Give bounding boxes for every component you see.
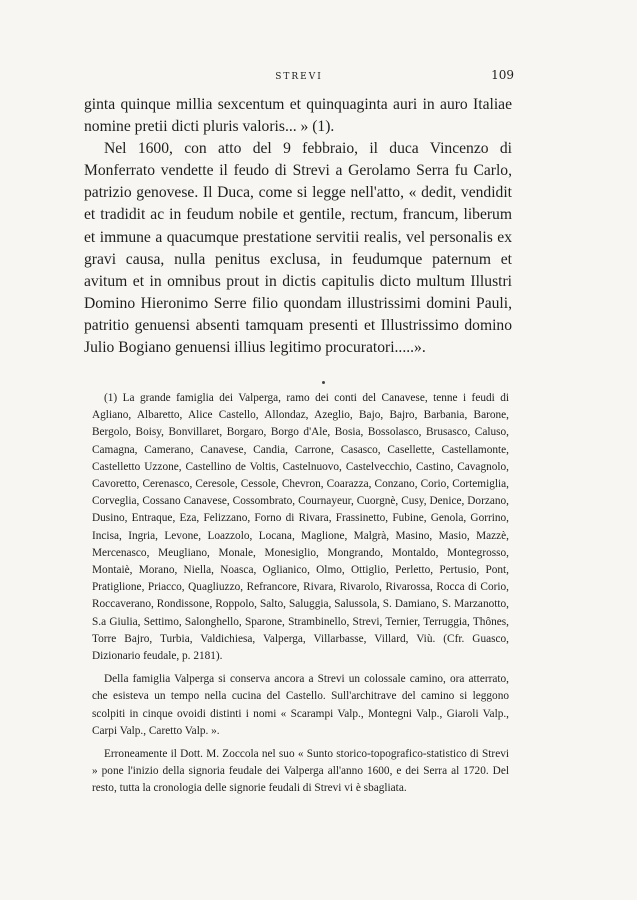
footnote-paragraph: Della famiglia Valperga si conserva ancora a Strevi un colossale camino, ora atterrato, che esisteva un tempo nella cucina del Castello. Sull'architrave del camino si leggono scolpiti in cinque ovoidi distinti i nomi « Scarampi Valp., Montegni Valp., Giaroli Valp., Carpi Valp., Caretto Valp. ».: [92, 673, 509, 737]
body-paragraph: ginta quinque millia sexcentum et quinquaginta auri in auro Italiae nomine pretii dicti pluris valoris... » (1).: [84, 96, 512, 136]
footnote-separator-dot: [322, 381, 325, 384]
footnote-paragraph: Erroneamente il Dott. M. Zoccola nel suo « Sunto storico-topografico-statistico di Strevi » pone l'inizio della signoria feudale dei Valperga all'anno 1600, e dei Serra al 1720. Del resto, tutta la cronologia delle signorie feudali di Strevi vi è sbagliata.: [92, 748, 509, 795]
footnote: (1) La grande famiglia dei Valperga, ramo dei conti del Canavese, tenne i feudi di Agliano, Albaretto, Alice Castello, Allondaz, Azeglio, Bajo, Bajro, Barbania, Barone, Bergolo, Boisy, Bonvillaret, Borgaro, Borgo d'Ale, Bosia, Bossolasco, Brusasco, Caluso, Camagna, Camerano, Canavese, Candia, Carrone, Casasco, Casellette, Castellamonte, Castelletto Uzzone, Castellino de Voltis, Castelnuovo, Castelvecchio, Castino, Cavagnolo, Cavoretto, Cerenasco, Ceresole, Cessole, Chevron, Coarazza, Conzano, Corio, Cortemiglia, Corveglia, Cossano Canavese, Cossombrato, Cournayeur, Cuorgnè, Cusy, Denice, Dorzano, Dusino, Entraque, Eza, Felizzano, Forno di Rivara, Frassinetto, Fubine, Genola, Gorrino, Incisa, Ingria, Levone, Loazzolo, Locana, Maglione, Malgrà, Masino, Masio, Mazzè, Mercenasco, Meugliano, Monale, Monesiglio, Mongrando, Montaldo, Montegrosso, Montaiè, Morano, Niella, Noasca, Oglianico, Olmo, Ottiglio, Perletto, Pertusio, Pont, Pratiglione, Priacco, Quagliuzzo, Refrancore, Rivara, Rivarolo, Rivarossa, Rocca di Corio, Roccaverano, Rondissone, Roppolo, Salto, Saluggia, Salussola, S. Damiano, S. Marzanotto, S.a Giulia, Settimo, Salonghello, Sparone, Strambinello, Strevi, Ternier, Terruggia, Thônes, Torre Bajro, Turbia, Valdichiesa, Valperga, Villarbasse, Villard, Viù. (Cfr. Guasco, Dizionario feudale, p. 2181).: [92, 392, 509, 663]
footnotes: [92, 390, 509, 798]
main-text: [84, 94, 512, 359]
page-number: 109: [491, 68, 514, 82]
body-paragraph: Nel 1600, con atto del 9 febbraio, il duca Vincenzo di Monferrato vendette il feudo di Strevi a Gerolamo Serra fu Carlo, patrizio genovese. Il Duca, come si legge nell'atto, « dedit, vendidit et tradidit ac in feudum nobile et gentile, rectum, francum, liberum et immune a quacumque prestatione servitii realis, vel personalis ex gravi causa, nulla penitus exclusa, in feudumque paternum et avitum et in omnibus prout in dictis capitulis dicto multum Illustri Domino Hieronimo Serre filio quondam illustrissimi domini Pauli, patritio genuensi absenti tamquam presenti et Illustrissimo domino Julio Bogiano genuensi illius legitimo procuratori.....».: [84, 140, 512, 357]
running-head: STREVI: [275, 72, 323, 82]
